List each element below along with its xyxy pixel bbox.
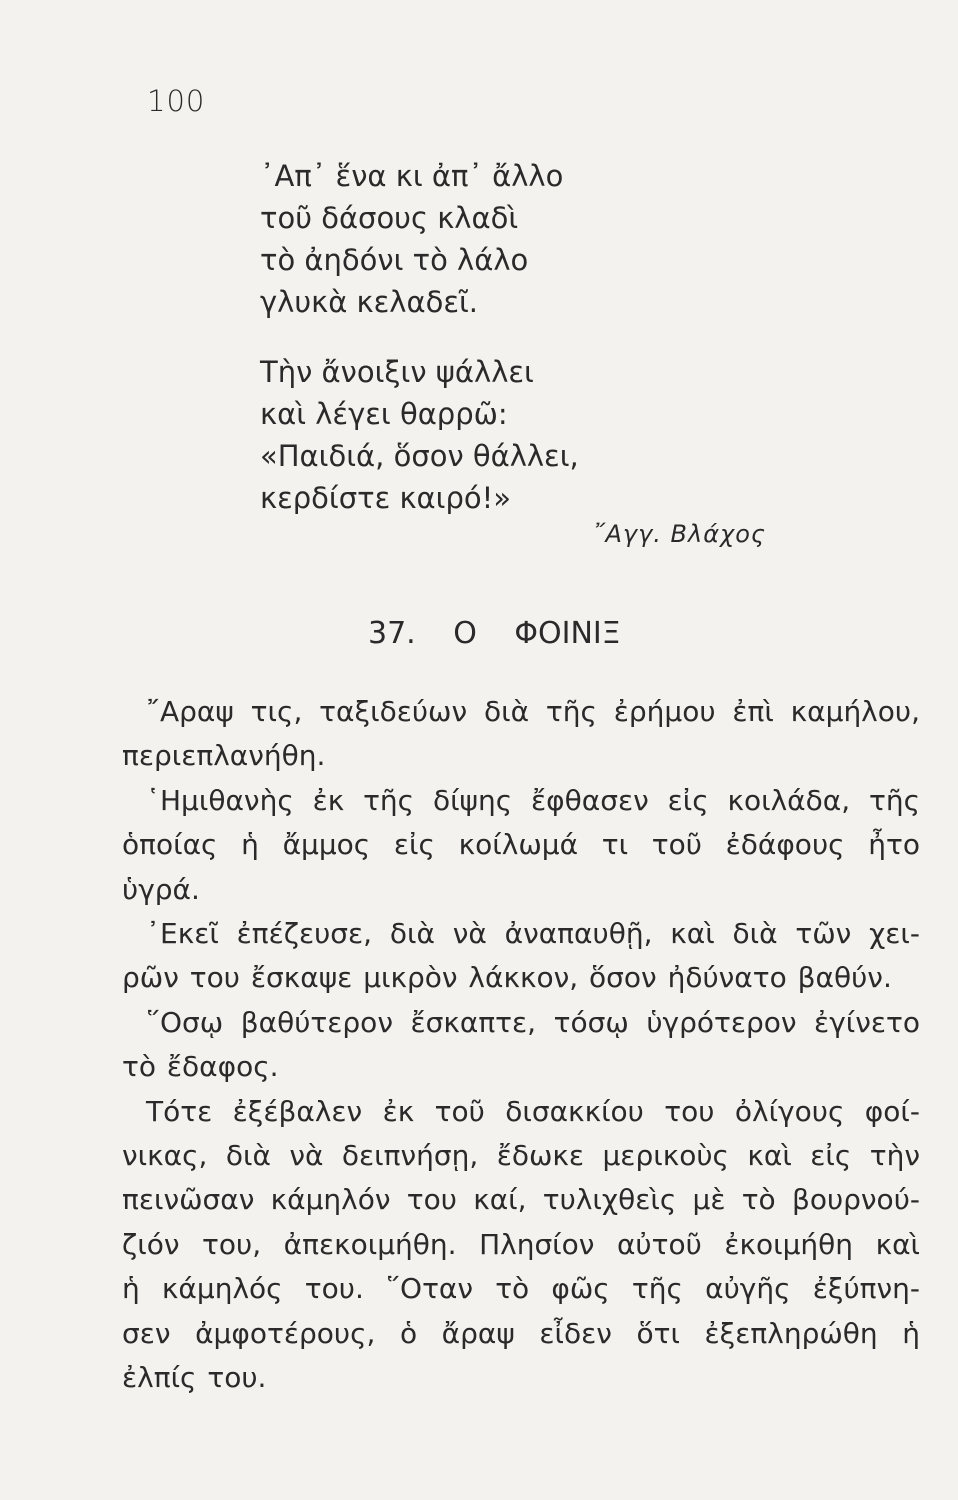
- poem-line: κερδίστε καιρό!»: [260, 481, 512, 515]
- poem-line: καὶ λέγει θαρρῶ:: [260, 397, 508, 431]
- prose-line: ὑγρά.: [122, 872, 200, 906]
- prose-line: ῾Ημιθανὴς ἐκ τῆς δίψης ἔφθασεν εἰς κοιλάδα, τῆς: [146, 783, 920, 817]
- prose-line: ῞Οσῳ βαθύτερον ἔσκαπτε, τόσῳ ὑγρότερον ἐγίνετο: [146, 1005, 920, 1039]
- poem-line: ᾿Απ᾿ ἕνα κι ἀπ᾿ ἄλλο: [260, 159, 564, 193]
- prose-line: ᾿Εκεῖ ἐπέζευσε, διὰ νὰ ἀναπαυθῇ, καὶ διὰ τῶν χει-: [146, 917, 920, 951]
- prose-line: Τότε ἐξέβαλεν ἐκ τοῦ δισακκίου του ὀλίγους φοί-: [146, 1094, 920, 1128]
- poem-stanza-1: [260, 155, 780, 323]
- poem: [260, 155, 780, 547]
- prose-line: περιεπλανήθη.: [122, 739, 326, 773]
- page-number: 100: [147, 84, 206, 118]
- poem-line: τοῦ δάσους κλαδὶ: [260, 201, 519, 235]
- prose-body: [122, 690, 920, 1401]
- prose-line: ῎Αραψ τις, ταξιδεύων διὰ τῆς ἐρήμου ἐπὶ καμήλου,: [146, 695, 920, 728]
- prose-line: ρῶν του ἔσκαψε μικρὸν λάκκον, ὅσον ἠδύνατο βαθύν.: [122, 961, 892, 995]
- section-title: 37. Ο ΦΟΙΝΙΞ: [368, 616, 621, 651]
- prose-line: ἡ κάμηλός του. ῞Οταν τὸ φῶς τῆς αὐγῆς ἐξύπνη-: [122, 1272, 920, 1306]
- prose-line: πεινῶσαν κάμηλόν του καί, τυλιχθεὶς μὲ τὸ βουρνού-: [122, 1183, 920, 1217]
- poem-author: ῎Αγγ. Βλάχος: [592, 520, 766, 548]
- prose-line: σεν ἀμφοτέρους, ὁ ἄραψ εἶδεν ὅτι ἐξεπληρώθη ἡ: [122, 1316, 920, 1350]
- poem-line: γλυκὰ κελαδεῖ.: [260, 285, 479, 319]
- poem-line: τὸ ἀηδόνι τὸ λάλο: [260, 243, 529, 277]
- poem-line: Τὴν ἄνοιξιν ψάλλει: [260, 355, 534, 389]
- poem-line: «Παιδιά, ὅσον θάλλει,: [260, 439, 579, 473]
- poem-stanza-2: [260, 351, 780, 519]
- prose-line: τὸ ἔδαφος.: [122, 1050, 279, 1084]
- prose-line: ὁποίας ἡ ἄμμος εἰς κοίλωμά τι τοῦ ἐδάφους ἦτο: [122, 828, 920, 862]
- prose-line: ἐλπίς του.: [122, 1361, 267, 1395]
- prose-line: ζιόν του, ἀπεκοιμήθη. Πλησίον αὐτοῦ ἐκοιμήθη καὶ: [122, 1227, 920, 1261]
- prose-line: νικας, διὰ νὰ δειπνήσῃ, ἔδωκε μερικοὺς καὶ εἰς τὴν: [122, 1139, 920, 1173]
